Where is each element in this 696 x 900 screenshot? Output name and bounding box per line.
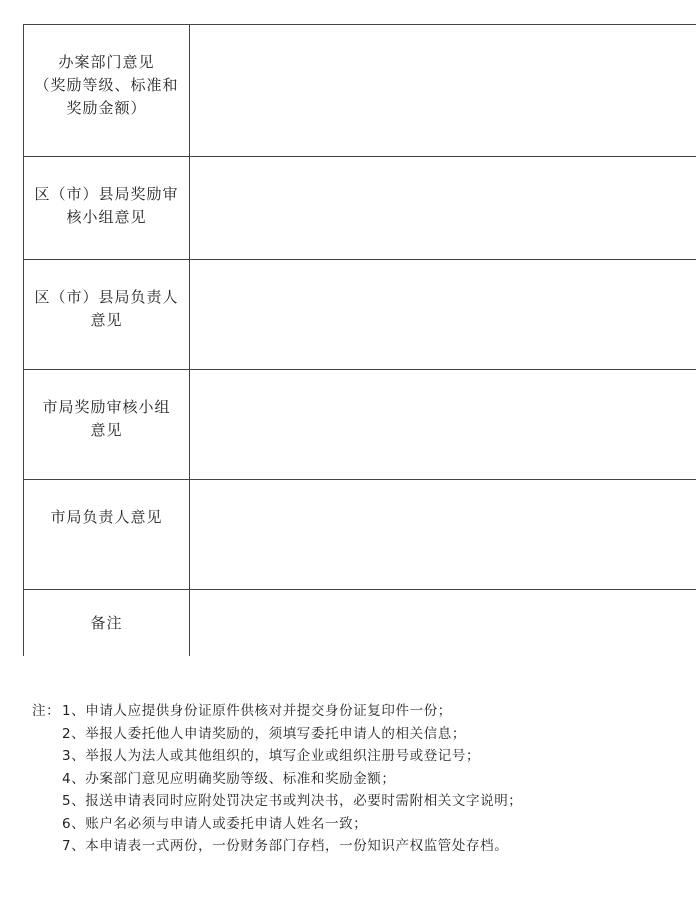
row-label-remarks	[24, 590, 190, 656]
label-line: 奖励金额）	[66, 99, 147, 117]
row-label-case-department-opinion	[24, 25, 190, 157]
opinion-field-district-head[interactable]	[190, 260, 696, 370]
note-item	[32, 835, 672, 858]
remarks-field[interactable]	[190, 590, 696, 656]
note-item	[32, 768, 672, 791]
note-item	[32, 700, 672, 723]
label-line: 市局奖励审核小组	[42, 398, 171, 416]
label-line: 备注	[90, 614, 123, 632]
form-row-remarks	[24, 590, 696, 656]
opinion-field-city-head[interactable]	[190, 480, 696, 590]
opinion-field-case-department[interactable]	[190, 25, 696, 157]
label-line: 意见	[90, 421, 123, 439]
note-text: 2、举报人委托他人申请奖励的，须填写委托申请人的相关信息；	[62, 725, 466, 742]
form-row-city-head	[24, 480, 696, 590]
label-line: 核小组意见	[66, 208, 147, 226]
row-label-city-review-group	[24, 370, 190, 480]
note-text: 6、账户名必须与申请人或委托申请人姓名一致；	[62, 815, 368, 832]
note-item	[32, 745, 672, 768]
notes-prefix: 注：	[32, 703, 61, 719]
label-line: 区（市）县局奖励审	[34, 185, 179, 203]
label-line: 市局负责人意见	[50, 508, 163, 526]
form-row-district-review-group	[24, 157, 696, 260]
note-text: 5、报送申请表同时应附处罚决定书或判决书，必要时需附相关文字说明；	[62, 793, 523, 809]
note-item	[32, 813, 672, 836]
note-text: 3、举报人为法人或其他组织的，填写企业或组织注册号或登记号；	[62, 748, 481, 764]
row-label-district-head	[24, 260, 190, 370]
notes-section	[32, 700, 672, 858]
opinion-field-city-review-group[interactable]	[190, 370, 696, 480]
form-row-district-head	[24, 260, 696, 370]
approval-form-table	[23, 24, 696, 656]
note-item	[32, 723, 672, 746]
form-row-case-department-opinion	[24, 25, 696, 157]
label-line: 区（市）县局负责人	[34, 288, 179, 306]
opinion-field-district-review-group[interactable]	[190, 157, 696, 260]
note-text: 7、本申请表一式两份，一份财务部门存档，一份知识产权监管处存档。	[62, 838, 509, 854]
row-label-city-head	[24, 480, 190, 590]
label-line: （奖励等级、标准和	[34, 76, 179, 94]
note-item	[32, 790, 672, 813]
note-text: 1、申请人应提供身份证原件供核对并提交身份证复印件一份；	[62, 703, 452, 719]
label-line: 意见	[90, 311, 123, 329]
label-line: 办案部门意见	[58, 53, 155, 71]
note-text: 4、办案部门意见应明确奖励等级、标准和奖励金额；	[62, 770, 396, 787]
row-label-district-review-group	[24, 157, 190, 260]
form-row-city-review-group	[24, 370, 696, 480]
